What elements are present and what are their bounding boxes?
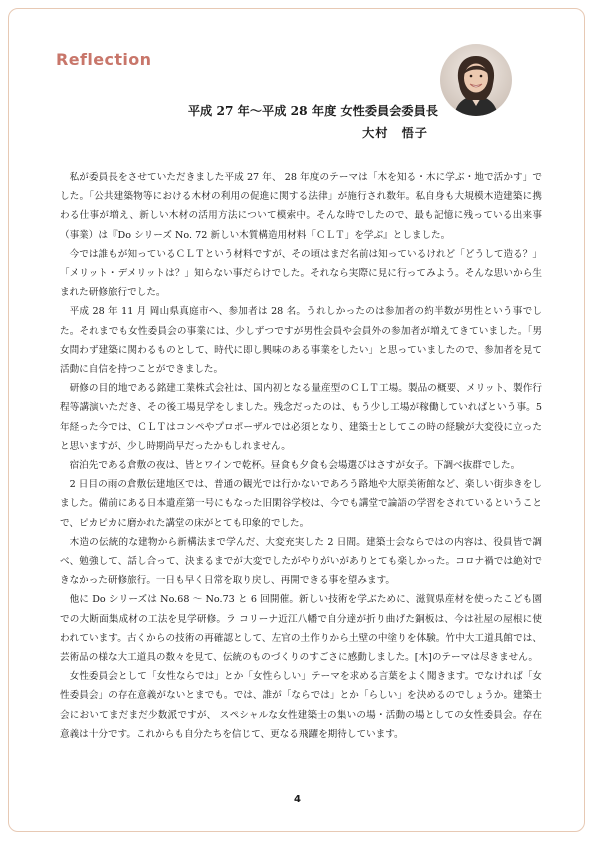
article-heading (130, 100, 450, 144)
paragraph: 私が委員長をさせていただきました平成 27 年、 28 年度のテーマは「木を知る・木に学ぶ・地で活かす」でした。「公共建築物等における木材の利用の促進に関する法律」が施行され数年。私自身も大規模木造建築に携わる仕事が増え、新しい木材の活用方法について模索中。そんな時でしたので、最も記憶に残っている出来事（事業）は『Do シリーズ No. 72 新しい木質構造用材料「ＣＬＴ」を学ぶ』としました。 (60, 172, 542, 241)
paragraph: 平成 28 年 11 月 岡山県真庭市へ、参加者は 28 名。うれしかったのは参加者の約半数が男性という事でした。それまでも女性委員会の事業には、少しずつですが男性会員や会員外の参加者が増えてきていました。「男女問わず建築に関わるものとして、時代に即し興味のある事業をしたい」と思っていましたので、参加者を見て活動に自信を持つことができました。 (60, 306, 543, 376)
author-portrait (440, 44, 512, 116)
page-number: 4 (294, 794, 301, 805)
section-title: Reflection (56, 50, 152, 69)
paragraph: 2 日目の雨の倉敷伝建地区では、普通の観光では行かないであろう路地や大原美術館など、楽しい街歩きをしました。備前にある日本遺産第一号にもなった旧閑谷学校は、今でも講堂で論語の学習をされているということで、ピカピカに磨かれた講堂の床がとても印象的でした。 (60, 479, 542, 529)
paragraph: 今では誰もが知っているＣＬＴという材料ですが、その頃はまだ名前は知っているけれど「どうして造る？」「メリット・デメリットは？」知らない事だらけでした。それなら実際に見に行ってみよう。そんな思いから生まれた研修旅行でした。 (60, 248, 542, 299)
article-title: 平成 27 年～平成 28 年度 女性委員会委員長 (187, 104, 438, 118)
paragraph: 女性委員会として「女性ならでは」とか「女性らしい」テーマを求める言葉をよく聞きます。でなければ「女性委員会」の存在意義がないとまでも。では、誰が「ならでは」とか「らしい」を決めるのでしょうか。建築士会においてまだまだ少数派ですが、 スペシャルな女性建築士の集いの場・活動の場としての女性委員会。存在意義は十分です。これからも自分たちを信じて、更なる飛躍を期待しています。 (60, 671, 542, 740)
author-name: 大村 悟子 (362, 126, 428, 140)
paragraph: 木造の伝統的な建物から新構法まで学んだ、大変充実した 2 日間。建築士会ならではの内容は、役員皆で調べ、勉強して、話し合って、決まるまでが大変でしたがやりがいがありとても楽しかった。コロナ禍では絶対できなかった研修旅行。一日も早く日常を取り戻し、再開できる事を望みます。 (60, 536, 542, 587)
paragraph: 宿泊先である倉敷の夜は、皆とワインで乾杯。昼食も夕食も会場選びはさすが女子。下調べ抜群でした。 (69, 460, 521, 472)
article-body (60, 168, 542, 744)
paragraph: 他に Do シリーズは No.68 ～ No.73 と 6 回開催。新しい技術を学ぶために、滋賀県産材を使ったこども園での大断面集成材の工法を見学研修。ラ コリーナ近江八幡で自分達が折り曲げた銅板は、今は社屋の屋根に使われています。古くからの技術の再確認として、左官の土作りから土壁の中塗りを体験。竹中大工道具館では、芸術品の様な大工道具の数々を見て、伝統のものづくりのすごさに感動しました。[木]のテーマは尽きません。 (60, 594, 542, 664)
paragraph: 研修の目的地である銘建工業株式会社は、国内初となる量産型のＣＬＴ工場。製品の概要、メリット、製作行程等講演いただき、その後工場見学をしました。残念だったのは、もう少し工場が稼働していればという事。5 年経った今では、ＣＬＴはコンペやプロポーザルでは必須となり、建築士としてこの時の経験が大変役に立ったと思いますが、少し時期尚早だったかもしれません。 (60, 383, 542, 452)
